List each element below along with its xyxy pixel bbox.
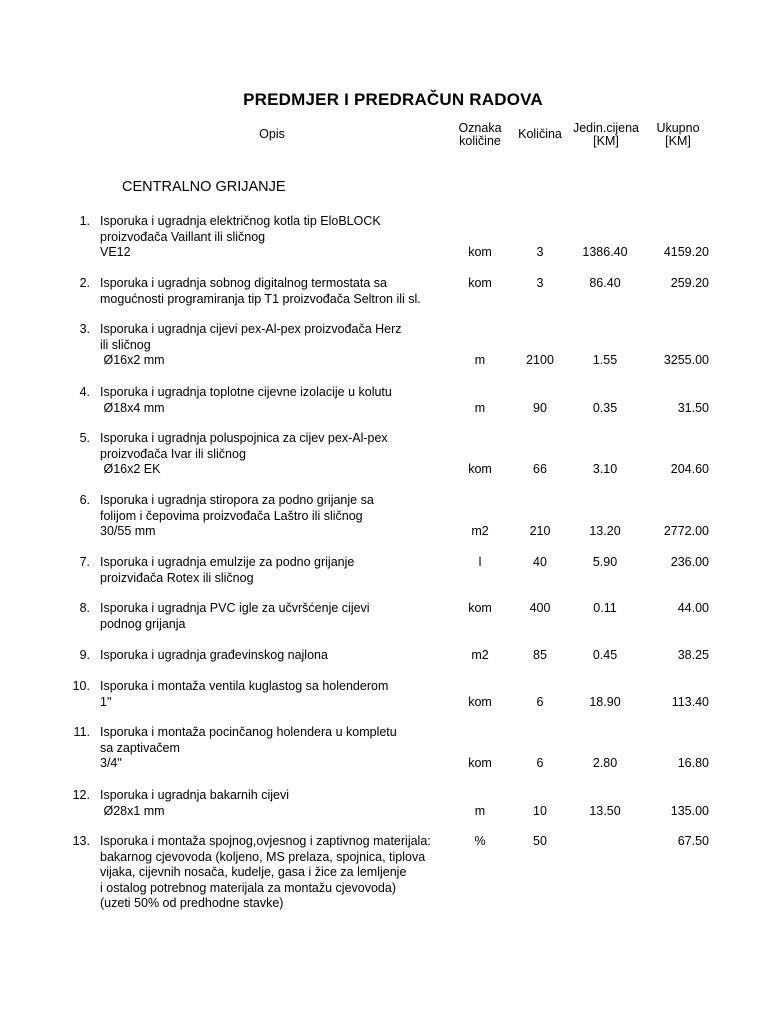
item-unit-price: 18.90 <box>589 694 621 709</box>
item-unit-price: 3.10 <box>592 462 618 476</box>
item-number: 13. <box>72 834 90 848</box>
item-total: 38.25 <box>677 648 709 662</box>
table-row <box>0 555 768 586</box>
item-unit-price: 0.45 <box>592 648 618 662</box>
item-unit: kom <box>468 245 492 259</box>
item-quantity: 90 <box>533 400 547 415</box>
item-total: 31.50 <box>677 400 709 415</box>
item-description <box>100 834 431 912</box>
item-total: 135.00 <box>670 803 709 818</box>
item-total: 113.40 <box>671 694 709 709</box>
header-kolicina: Količina <box>518 127 562 141</box>
item-description-line: Isporuka i ugradnja građevinskog najlona <box>100 648 328 662</box>
item-unit-price: 0.11 <box>593 601 617 615</box>
item-unit: m <box>474 803 486 818</box>
item-unit-price: 0.35 <box>592 400 618 415</box>
item-description-line: ili sličnog <box>100 337 151 352</box>
item-description-line: mogućnosti programiranja tip T1 proizvođača Seltron ili sl. <box>100 291 421 306</box>
item-description-line: Isporuka i ugradnja sobnog digitalnog termostata sa <box>100 276 387 290</box>
table-row <box>0 322 768 369</box>
item-total: 16.80 <box>677 756 709 770</box>
item-description-line: Ø16x2 EK <box>100 462 161 476</box>
item-quantity: 400 <box>529 601 551 615</box>
item-description <box>100 385 392 416</box>
item-unit: % <box>474 834 486 848</box>
item-total: 204.60 <box>670 462 709 476</box>
header-oznaka <box>440 122 520 148</box>
item-description-line: Isporuka i montaža pocinčanog holendera u kompletu <box>100 725 397 739</box>
item-number: 5. <box>79 431 90 445</box>
item-description-line: VE12 <box>100 245 131 259</box>
item-description-line: sa zaptivačem <box>100 740 180 755</box>
item-description-line: Isporuka i ugradnja stiropora za podno grijanje sa <box>100 493 374 507</box>
item-description-line: proizvođača Vaillant ili sličnog <box>100 229 266 244</box>
table-row <box>0 601 768 632</box>
table-row <box>0 834 768 912</box>
item-quantity: 66 <box>533 462 547 476</box>
header-ukupno-line2: [KM] <box>665 134 691 148</box>
header-oznaka-line2: količine <box>459 134 501 148</box>
header-oznaka-line1: Oznaka <box>458 121 502 135</box>
item-description-line: 3/4" <box>100 756 122 770</box>
table-row <box>0 276 768 307</box>
item-description-line: i ostalog potrebnog materijala za montažu cjevovoda) <box>100 880 397 895</box>
item-description <box>100 725 397 772</box>
item-description-line: bakarnog cjevovoda (koljeno, MS prelaza, spojnica, tiplova <box>100 849 426 864</box>
table-row <box>0 493 768 540</box>
item-number: 7. <box>79 555 90 569</box>
item-unit: kom <box>468 462 492 476</box>
item-number: 4. <box>79 385 90 399</box>
item-unit-price: 13.50 <box>589 803 621 818</box>
item-unit: l <box>478 555 482 569</box>
item-quantity: 6 <box>536 694 544 709</box>
item-unit-price: 1386.40 <box>582 245 628 259</box>
item-number: 2. <box>79 276 90 290</box>
item-unit: m2 <box>471 648 489 662</box>
item-quantity: 50 <box>533 834 547 848</box>
item-description-line: Isporuka i montaža spojnog,ovjesnog i zaptivnog materijala: <box>100 834 431 848</box>
item-unit: kom <box>468 276 492 290</box>
item-total: 3255.00 <box>663 353 709 367</box>
item-quantity: 3 <box>536 276 544 290</box>
item-description-line: Isporuka i ugradnja poluspojnica za cijev pex-Al-pex <box>100 431 388 445</box>
item-unit-price: 2.80 <box>592 756 618 770</box>
item-description <box>100 555 354 586</box>
item-quantity: 2100 <box>526 353 554 367</box>
item-description-line: 1" <box>100 694 112 709</box>
item-quantity: 10 <box>533 803 547 818</box>
item-number: 1. <box>79 214 90 228</box>
item-total: 236.00 <box>670 555 709 569</box>
item-description-line: podnog grijanja <box>100 616 186 631</box>
item-description-line: Isporuka i ugradnja PVC igle za učvršćenje cijevi <box>100 601 370 615</box>
item-description-line: Isporuka i ugradnja bakarnih cijevi <box>100 788 289 802</box>
item-quantity: 40 <box>533 555 547 569</box>
item-number: 12. <box>72 788 90 802</box>
item-description-line: Isporuka i montaža ventila kuglastog sa holenderom <box>100 679 389 693</box>
item-description <box>100 431 388 478</box>
header-opis: Opis <box>259 127 285 141</box>
item-unit-price: 13.20 <box>589 524 621 538</box>
item-unit-price: 5.90 <box>592 555 618 569</box>
item-number: 9. <box>79 648 90 662</box>
item-quantity: 210 <box>529 524 551 538</box>
item-unit: kom <box>468 601 492 615</box>
header-jedin-line2: [KM] <box>593 134 619 148</box>
item-description-line: Ø16x2 mm <box>100 353 165 367</box>
item-total: 2772.00 <box>663 524 709 538</box>
item-number: 11. <box>73 725 90 739</box>
item-description-line: proizviđača Rotex ili sličnog <box>100 570 254 585</box>
item-total: 44.00 <box>677 601 709 615</box>
table-row <box>0 788 768 819</box>
item-unit: m2 <box>471 524 489 538</box>
table-row <box>0 725 768 772</box>
table-row <box>0 431 768 478</box>
item-unit: m <box>474 400 486 415</box>
item-description <box>100 788 289 819</box>
document-title: PREDMJER I PREDRAČUN RADOVA <box>243 90 543 109</box>
item-description-line: Ø28x1 mm <box>100 803 165 818</box>
item-total: 4159.20 <box>663 245 709 259</box>
item-description-line: Isporuka i ugradnja cijevi pex-Al-pex proizvođača Herz <box>100 322 402 336</box>
item-description-line: Isporuka i ugradnja toplotne cijevne izolacije u kolutu <box>100 385 392 399</box>
header-ukupno-line1: Ukupno <box>656 121 700 135</box>
header-jedin-line1: Jedin.cijena <box>572 121 639 135</box>
item-unit: kom <box>468 756 492 770</box>
header-jedin-cijena <box>566 122 646 148</box>
item-description-line: Isporuka i ugradnja emulzije za podno grijanje <box>100 555 355 569</box>
item-unit: kom <box>468 694 492 709</box>
item-description <box>100 493 374 540</box>
section-title: CENTRALNO GRIJANJE <box>122 179 286 195</box>
item-number: 8. <box>79 601 90 615</box>
header-ukupno <box>642 122 714 148</box>
item-unit: m <box>474 353 486 367</box>
table-row <box>0 679 768 710</box>
item-number: 3. <box>79 322 90 336</box>
table-row <box>0 214 768 261</box>
item-description <box>100 679 388 710</box>
item-unit-price: 1.55 <box>592 353 618 367</box>
item-quantity: 3 <box>536 245 544 259</box>
item-number: 10. <box>72 679 90 693</box>
item-description-line: folijom i čepovima proizvođača Laštro ili sličnog <box>100 508 363 523</box>
item-description <box>100 214 381 261</box>
item-description <box>100 276 421 307</box>
item-description-line: Isporuka i ugradnja električnog kotla tip EloBLOCK <box>100 214 381 228</box>
item-description-line: 30/55 mm <box>100 524 156 538</box>
item-description <box>100 322 402 369</box>
item-description-line: vijaka, cijevnih nosača, kudelje, gasa i žice za lemljenje <box>100 865 407 879</box>
item-quantity: 6 <box>536 756 544 770</box>
item-quantity: 85 <box>533 648 547 662</box>
item-number: 6. <box>79 493 90 507</box>
item-unit-price: 86.40 <box>589 276 621 290</box>
item-description <box>100 601 370 632</box>
table-row <box>0 648 768 664</box>
item-description-line: (uzeti 50% od predhodne stavke) <box>100 896 284 910</box>
table-row <box>0 385 768 416</box>
item-total: 259.20 <box>670 276 709 290</box>
item-description <box>100 648 328 664</box>
item-description-line: proizvođača Ivar ili sličnog <box>100 446 246 461</box>
item-description-line: Ø18x4 mm <box>100 400 165 415</box>
item-total: 67.50 <box>677 834 709 848</box>
